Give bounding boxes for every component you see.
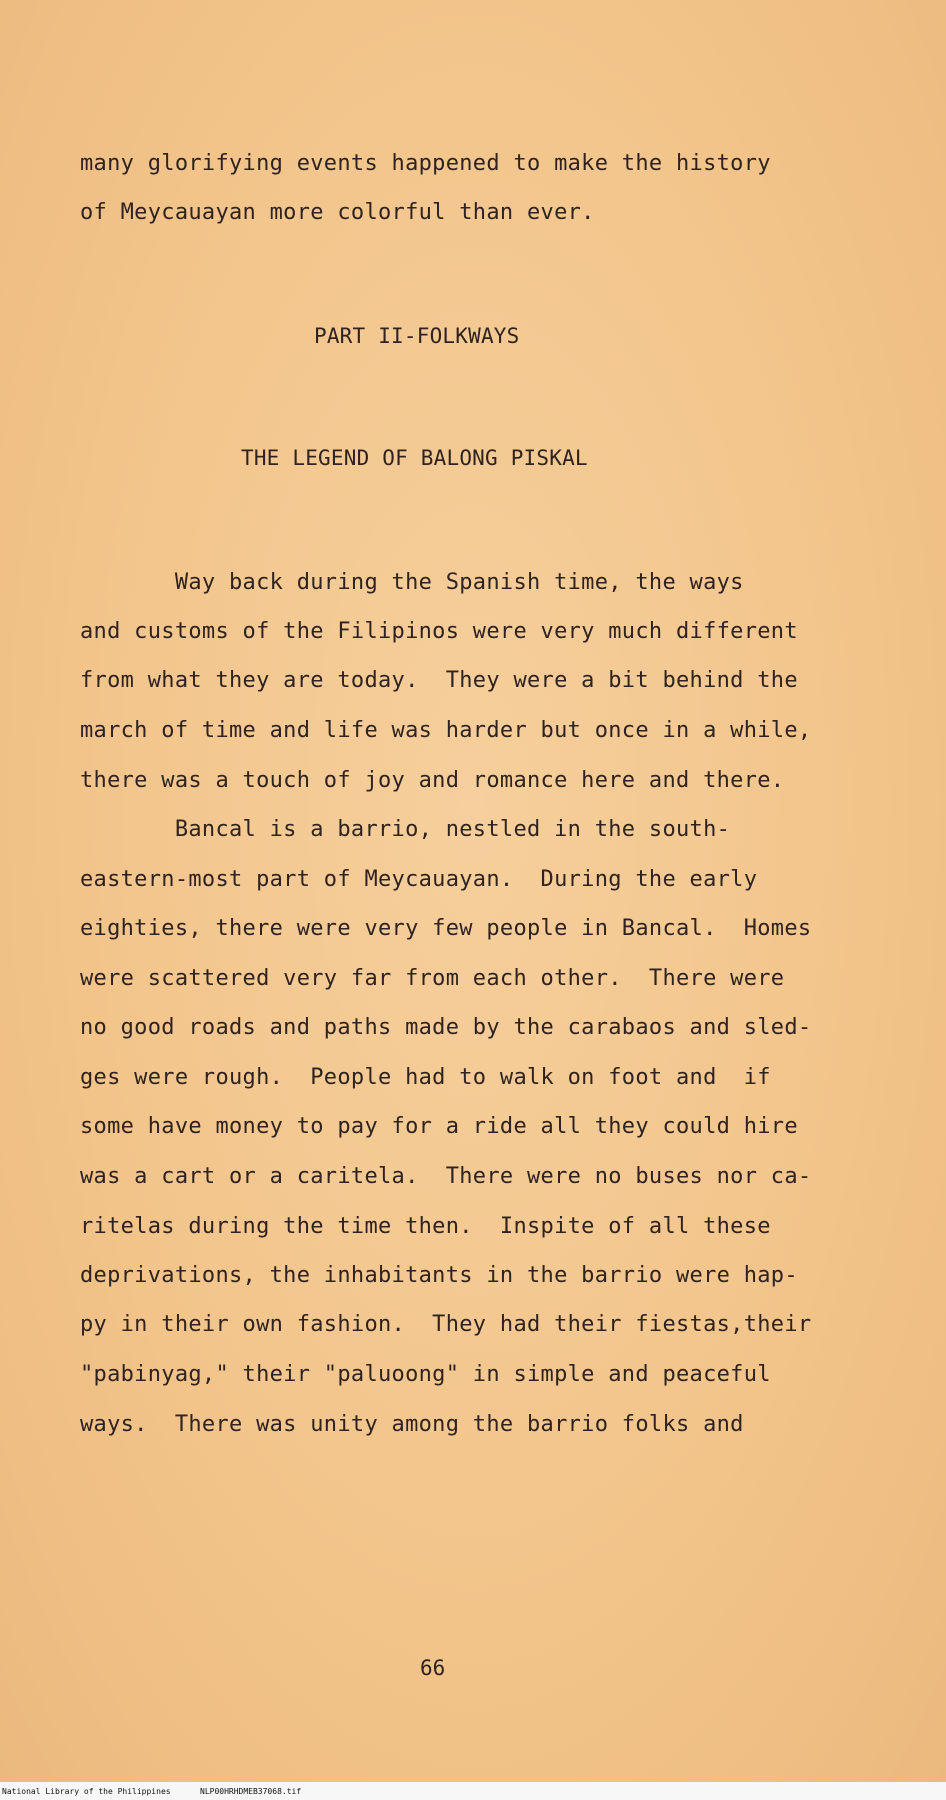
part-heading: PART II-FOLKWAYS [314,324,520,348]
body-line: and customs of the Filipinos were very much different [80,619,798,644]
body-line: deprivations, the inhabitants in the barrio were hap- [80,1263,798,1288]
body-line: Bancal is a barrio, nestled in the south- [80,817,731,842]
footer-filename: NLP00HRHDMEB37068.tif [200,1787,302,1796]
body-line: march of time and life was harder but once in a while, [80,718,812,743]
page-number: 66 [420,1656,446,1680]
intro-line: many glorifying events happened to make the history [80,151,771,176]
body-line: were scattered very far from each other. There were [80,966,785,991]
footer-library: National Library of the Philippines [2,1787,171,1796]
scan-footer [0,1782,946,1800]
body-line: some have money to pay for a ride all they could hire [80,1114,798,1139]
body-line: was a cart or a caritela. There were no buses nor ca- [80,1164,812,1189]
body-line: eastern-most part of Meycauayan. During the early [80,867,758,892]
body-line: py in their own fashion. They had their fiestas,their [80,1312,812,1337]
body-line: ritelas during the time then. Inspite of all these [80,1214,771,1239]
body-line: ways. There was unity among the barrio folks and [80,1412,744,1437]
section-heading: THE LEGEND OF BALONG PISKAL [241,446,588,470]
body-line: there was a touch of joy and romance here and there. [80,768,785,793]
body-line: eighties, there were very few people in Bancal. Homes [80,916,812,941]
intro-line: of Meycauayan more colorful than ever. [80,200,595,225]
body-line: no good roads and paths made by the carabaos and sled- [80,1015,812,1040]
body-line: "pabinyag," their "paluoong" in simple and peaceful [80,1362,771,1387]
body-line: Way back during the Spanish time, the ways [80,570,744,595]
body-line: from what they are today. They were a bit behind the [80,668,798,693]
body-line: ges were rough. People had to walk on foot and if [80,1065,771,1090]
